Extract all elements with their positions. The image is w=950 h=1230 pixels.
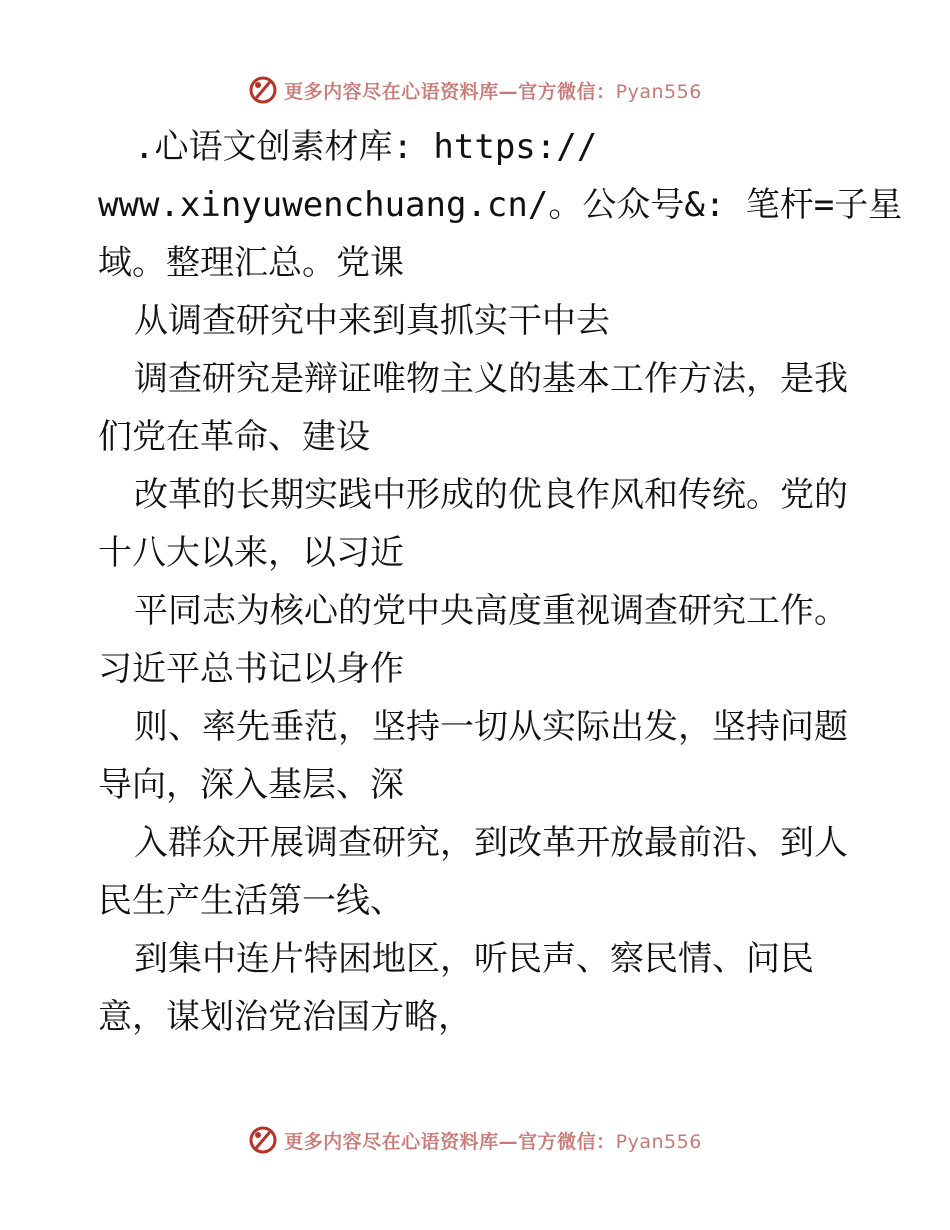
logo-icon xyxy=(248,1125,278,1155)
body-line: www.xinyuwenchuang.cn/。公众号&: 笔杆=子星 xyxy=(98,185,903,225)
body-line: 十八大以来，以习近 xyxy=(98,533,404,573)
body-line: .心语文创素材库: https:// xyxy=(134,127,598,167)
footer-banner xyxy=(0,1122,950,1158)
document-title: 从调查研究中来到真抓实干中去 xyxy=(134,301,610,341)
body-line: 导向，深入基层、深 xyxy=(98,765,404,805)
footer-wechat-id: Pyan556 xyxy=(615,1130,702,1153)
body-line: 则、率先垂范，坚持一切从实际出发，坚持问题 xyxy=(134,707,848,747)
footer-banner-text: 更多内容尽在心语资料库—官方微信：Pyan556 xyxy=(284,1130,702,1153)
body-line: 域。整理汇总。党课 xyxy=(98,243,404,283)
body-line: 改革的长期实践中形成的优良作风和传统。党的 xyxy=(134,475,848,515)
header-banner-text: 更多内容尽在心语资料库—官方微信：Pyan556 xyxy=(284,80,702,103)
body-line: 调查研究是辩证唯物主义的基本工作方法，是我 xyxy=(134,359,848,399)
document-body xyxy=(98,118,903,1046)
logo-icon xyxy=(248,75,278,105)
body-line: 到集中连片特困地区，听民声、察民情、问民 xyxy=(134,939,814,979)
body-line: 入群众开展调查研究，到改革开放最前沿、到人 xyxy=(134,823,848,863)
body-line: 平同志为核心的党中央高度重视调查研究工作。 xyxy=(134,591,848,631)
body-line: 意，谋划治党治国方略， xyxy=(98,997,472,1037)
header-wechat-id: Pyan556 xyxy=(615,80,702,103)
body-line: 习近平总书记以身作 xyxy=(98,649,404,689)
body-line: 民生产生活第一线、 xyxy=(98,881,404,921)
header-banner xyxy=(0,72,950,108)
body-line: 们党在革命、建设 xyxy=(98,417,370,457)
